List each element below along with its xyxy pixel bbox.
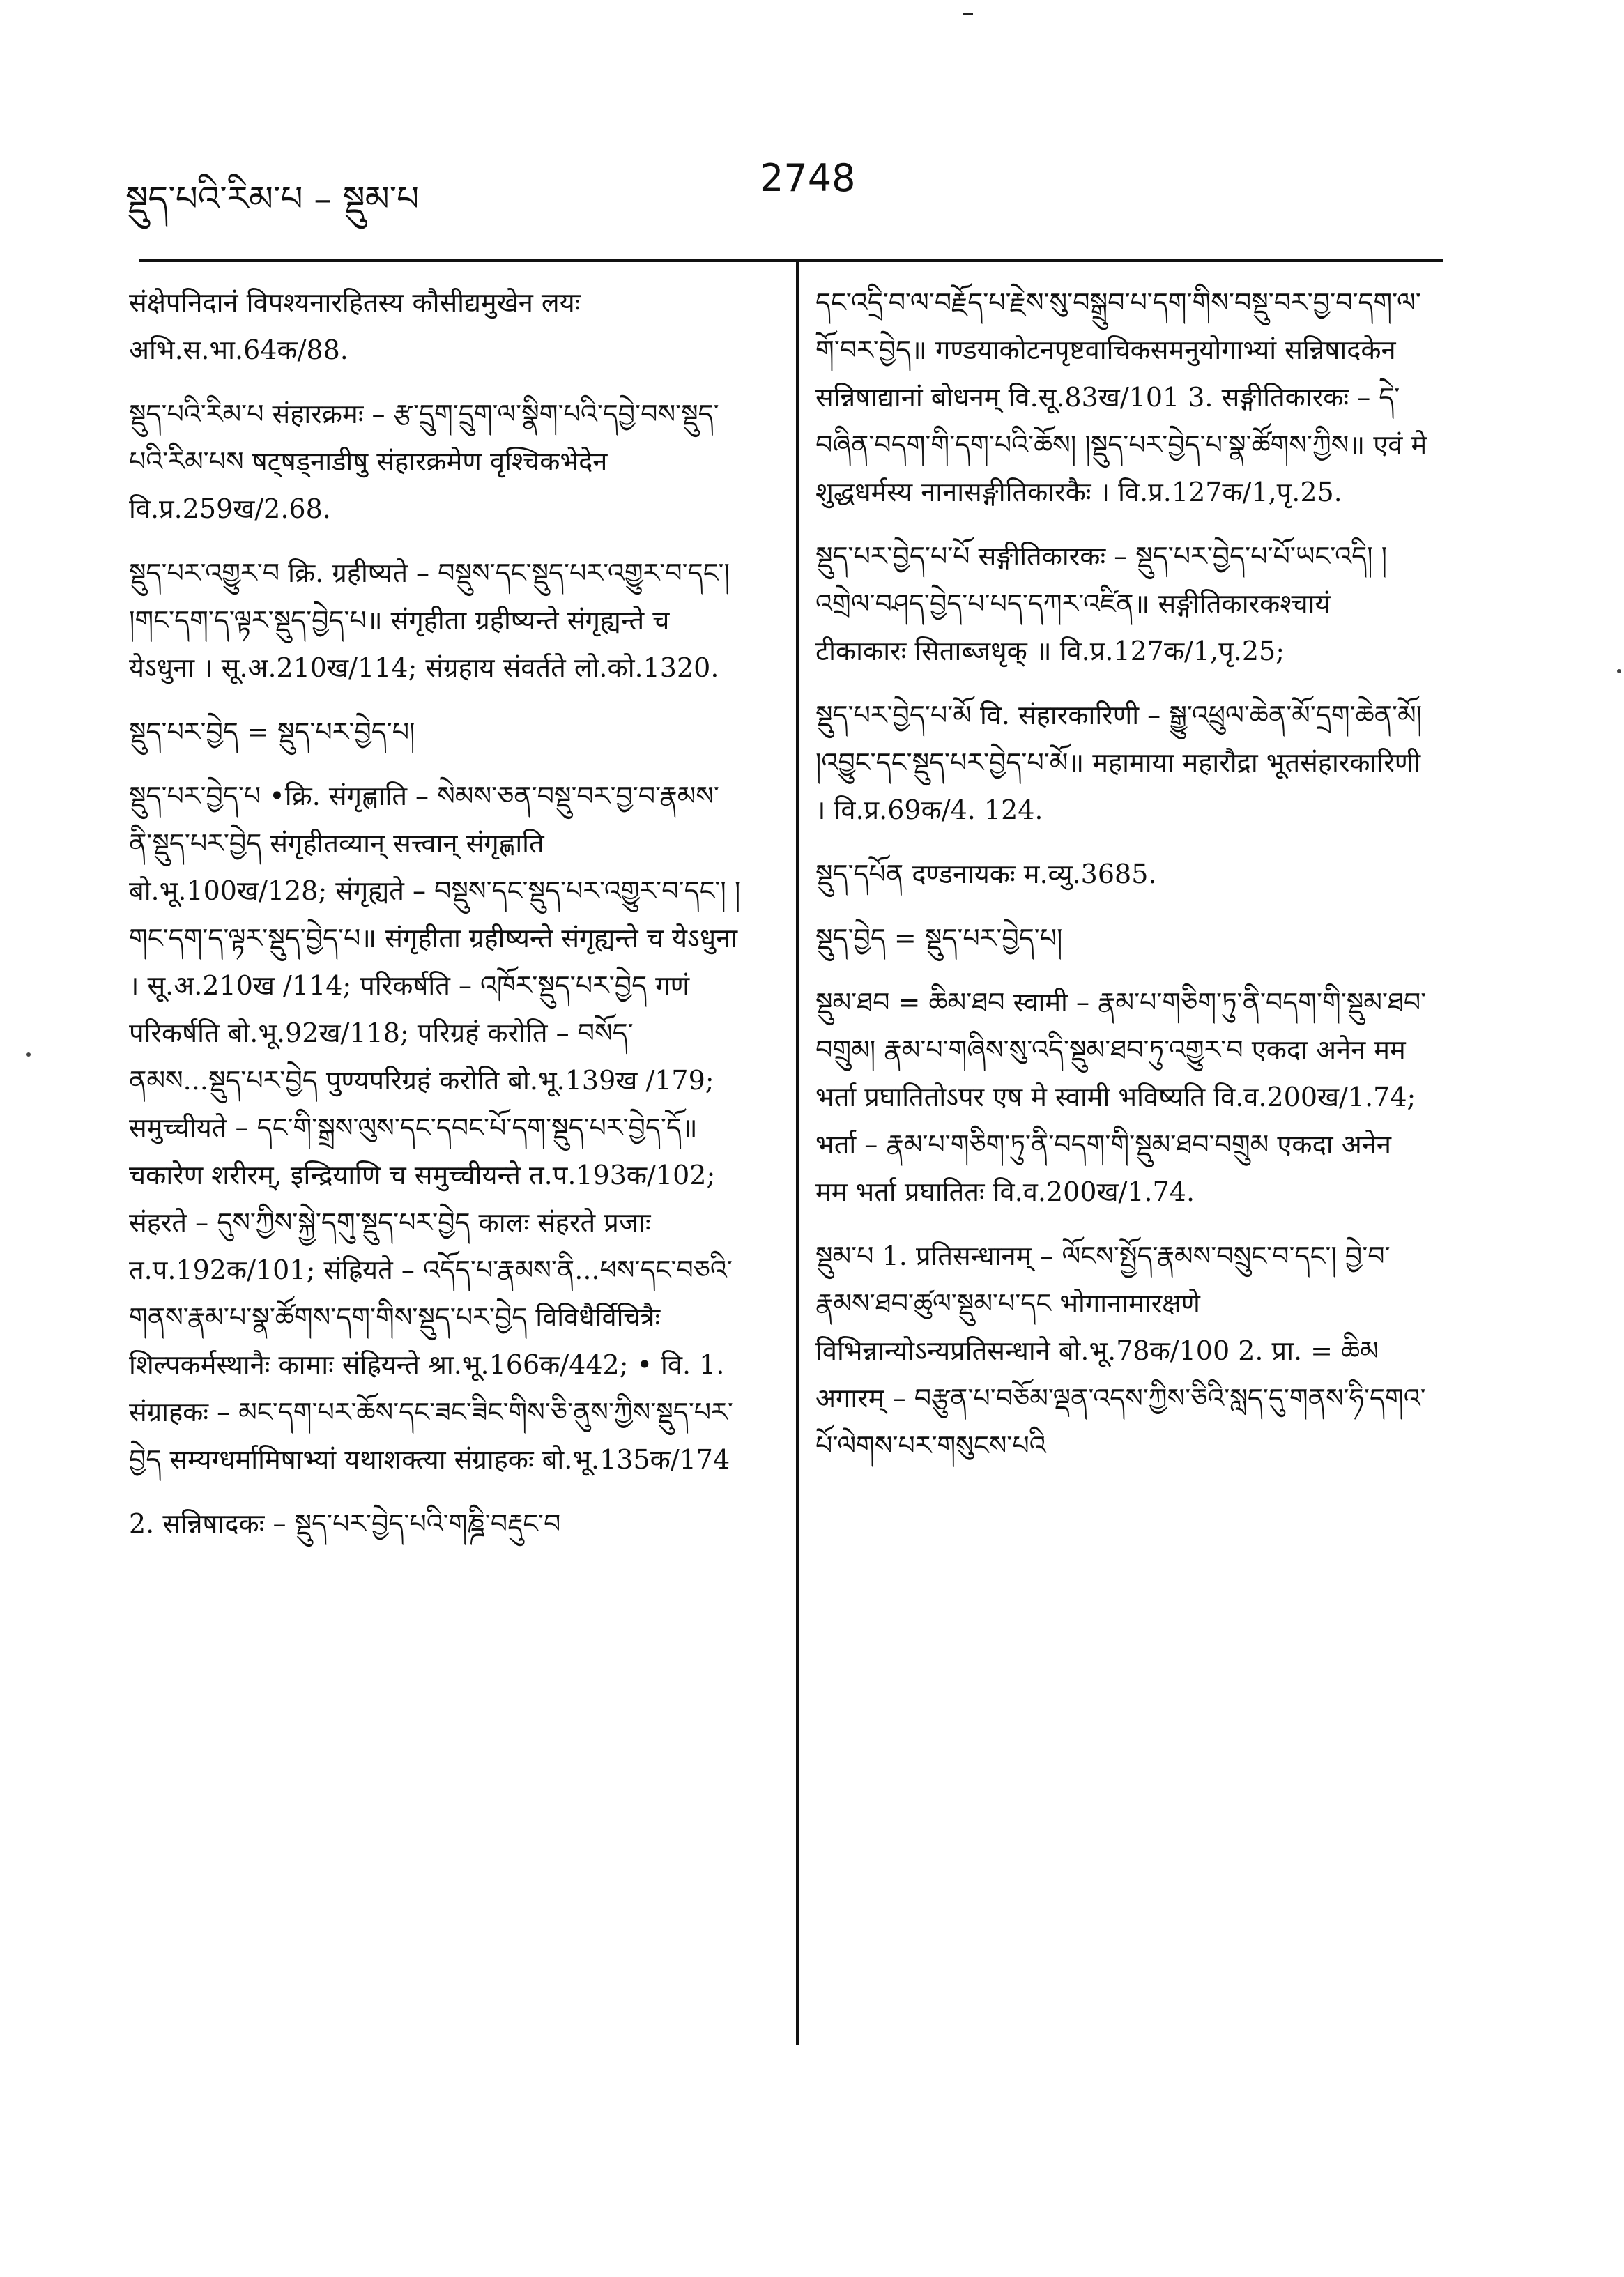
page-header: [118, 146, 1443, 223]
entry-sdum-pa: སྡུམ་པ 1. प्रतिसन्धानम् – ལོངས་སྤྱོད་རྣམས་བསྲུང་བ་དང་། བྱེ་བ་རྣམས་ཐབ་ཚུལ་སྡུམ་པ་དང भोगानामारक्षणे विभिन्नान्योऽन्यप्रतिसन्धाने बो.भू.78क/100 2. प्रा. = ཆིམ अगारम् – བརྩུན་པ་བཅོམ་ལྡན་འདས་ཀྱིས་ཅིའི་སླད་དུ་གནས་ཧི་དགའ་པོ་ལེགས་པར་གསུངས་པའི: [815, 1241, 1426, 1461]
entry-sdud-par-byed-pa-po: སྡུད་པར་བྱེད་པ་པོ सङ्गीतिकारकः – སྡུད་པར་བྱེད་པ་པོ་ཡང་འདི། །འགྲེལ་བཤད་བྱེད་པ་པད་དཀར་འཛིན॥ सङ्गीतिकारकश्चायं टीकाकारः सिताब्जधृक् ॥ वि.प्र.127क/1,पृ.25;: [815, 541, 1388, 666]
right-column: [815, 279, 1429, 1486]
entry-sdud-par-byed-pa: སྡུད་པར་བྱེད་པ •क्रि. संगृह्णाति – སེམས་ཅན་བསྡུ་བར་བྱ་བ་རྣམས་ནི་སྡུད་པར་བྱེད संगृहीतव्यान् सत्त्वान् संगृह्णाति बो.भू.100ख/128; संगृह्यते – བསྡུས་དང་སྡུད་པར་འགྱུར་བ་དང་། །གང་དག་ད་ལྟར་སྡུད་བྱེད་པ॥ संगृहीता ग्रहीष्यन्ते संगृह्यन्ते च येऽधुना । सू.अ.210ख /114; परिकर्षति – འཁོར་སྡུད་པར་བྱེད गणं परिकर्षति बो.भू.92ख/118; परिग्रहं करोति – བསོད་ནམས...སྡུད་པར་བྱེད पुण्यपरिग्रहं करोति बो.भू.139ख /179; समुच्चीयते – དང་གི་སྒྲས་ལུས་དང་དབང་པོ་དག་སྡུད་པར་བྱེད་དོ॥ चकारेण शरीरम्, इन्द्रियाणि च समुच्चीयन्ते त.प.193क/102; संहरते – དུས་ཀྱིས་སྐྱེ་དགུ་སྡུད་པར་བྱེད कालः संहरते प्रजाः त.प.192क/101; संह्रियते – འདོད་པ་རྣམས་ནི...ཕས་དང་བཅའི་གནས་རྣམ་པ་སྣ་ཚོགས་དག་གིས་སྡུད་པར་བྱེད विविधैर्विचित्रैः शिल्पकर्मस्थानैः कामाः संह्रियन्ते श्रा.भू.166क/442; • वि. 1. संग्राहकः – མང་དག་པར་ཆོས་དང་ཟང་ཟིང་གིས་ཅི་ནུས་ཀྱིས་སྡུད་པར་བྱེད सम्यग्धर्मामिषाभ्यां यथाशक्त्या संग्राहकः बो.भू.135क/174: [129, 781, 741, 1475]
scan-mark: [963, 13, 973, 15]
running-head: སྡུད་པའི་རིམ་པ – སྡུམ་པ: [125, 178, 420, 219]
entry-continuation: संक्षेपनिदानं विपश्यनारहितस्य कौसीद्यमुखेन लयः अभि.स.भा.64क/88.: [129, 287, 581, 365]
entry-sdud-dpon: སྡུད་དཔོན दण्डनायकः म.व्यु.3685.: [815, 859, 1157, 889]
entry-continuation-right: དང་འདྲི་བ་ལ་བརྗོད་པ་རྗེས་སུ་བསྒྲུབ་པ་དག་གིས་བསྡུ་བར་བྱ་བ་དག་ལ་གོ་བར་བྱེད॥ गण्डयाकोटनपृष्टवाचिकसमनुयोगाभ्यां सन्निषादकेन सन्निषाद्यानां बोधनम् वि.सू.83ख/101 3. सङ्गीतिकारकः – དེ་བཞིན་བདག་གི་དག་པའི་ཆོས། །སྡུད་པར་བྱེད་པ་སྣ་ཚོགས་ཀྱིས॥ एवं मे शुद्धधर्मस्य नानासङ्गीतिकारकैः । वि.प्र.127क/1,पृ.25.: [815, 287, 1427, 507]
left-column: [129, 279, 742, 1564]
header-rule: [139, 259, 1443, 262]
entry-sdud-par-gyur-ba: སྡུད་པར་འགྱུར་བ क्रि. ग्रहीष्यते – བསྡུས་དང་སྡུད་པར་འགྱུར་བ་དང་། །གང་དག་ད་ལྟར་སྡུད་བྱེད་པ॥ संगृहीता ग्रहीष्यन्ते संगृह्यन्ते च येऽधुना । सू.अ.210ख/114; संग्रहाय संवर्तते लो.को.1320.: [129, 558, 730, 683]
entry-sdud-par-byed-pa-mo: སྡུད་པར་བྱེད་པ་མོ वि. संहारकारिणी – སྒྱུ་འཕྲུལ་ཆེན་མོ་དྲག་ཆེན་མོ། །འབྱུང་དང་སྡུད་པར་བྱེད་པ་མོ॥ महामाया महारौद्रा भूतसंहारकारिणी । वि.प्र.69क/4. 124.: [815, 700, 1423, 825]
scan-speck: [26, 1052, 31, 1057]
entry-sdum-thab: སྡུམ་ཐབ = ཆིམ་ཐབ स्वामी – རྣམ་པ་གཅིག་ཏུ་ནི་བདག་གི་སྡུམ་ཐབ་བགྲུམ། རྣམ་པ་གཞིས་སུ་འདི་སྡུམ་ཐབ་ཏུ་འགྱུར་བ एकदा अनेन मम भर्ता प्रघातितोऽपर एष मे स्वामी भविष्यति वि.व.200ख/1.74; भर्ता – རྣམ་པ་གཅིག་ཏུ་ནི་བདག་གི་སྡུམ་ཐབ་བགྲུམ एकदा अनेन मम भर्ता प्रघातितः वि.व.200ख/1.74.: [815, 987, 1427, 1207]
entry-sdud-pai-rim-pa: སྡུད་པའི་རིམ་པ संहारक्रमः – རྩ་དྲུག་དྲུག་ལ་སྣིག་པའི་དབྱེ་བས་སྡུད་པའི་རིམ་པས षट्षड्नाडीषु संहारक्रमेण वृश्चिकभेदेन वि.प्र.259ख/2.68.: [129, 399, 719, 524]
page-number: 2748: [760, 156, 856, 200]
scan-speck: [1617, 669, 1621, 673]
entry-sdud-byed-xref: སྡུད་བྱེད = སྡུད་པར་བྱེད་པ།: [815, 923, 1063, 953]
entry-sdud-par-byed-xref: སྡུད་པར་བྱེད = སྡུད་པར་བྱེད་པ།: [129, 716, 415, 747]
column-divider: [796, 261, 799, 2045]
entry-sannisadaka: 2. सन्निषादकः – སྡུད་པར་བྱེད་པའི་གཎྜི་བརྡུང་བ: [129, 1508, 561, 1539]
